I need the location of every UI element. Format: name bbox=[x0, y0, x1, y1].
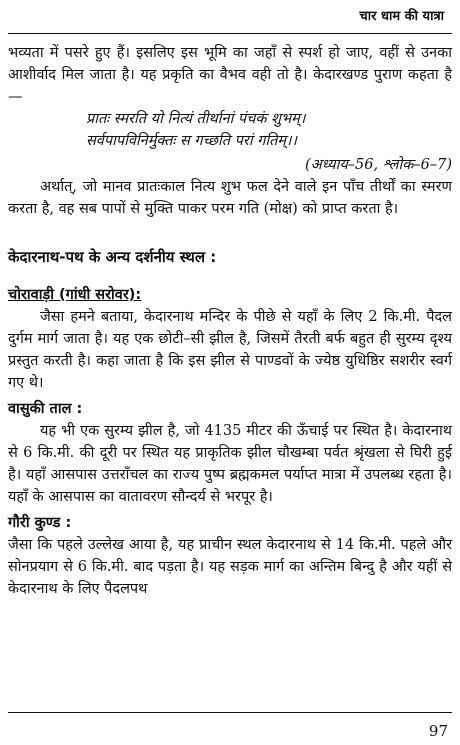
place-text-gauri-kund: जैसा कि पहले उल्लेख आया है, यह प्राचीन स्थल केदारनाथ से 14 कि.मी. पहले और सोनप्रयाग से 6 कि.मी. बाद पड़ता है। यह सड़क मार्ग का अन्तिम बिन्दु है और यहीं से केदारनाथ के लिए पैदलपथ bbox=[8, 537, 452, 597]
page-number: 97 bbox=[428, 722, 448, 740]
place-text-chorawadi: जैसा हमने बताया, केदारनाथ मन्दिर के पीछे से यहाँ के लिए 2 कि.मी. पैदल दुर्गम मार्ग जाता है। यह एक छोटी–सी झील है, जिसमें तैरती बर्फ बहुत ही सुरम्य दृश्य प्रस्तुत करती है। कहा जाता है कि इस झील से पाण्डवों के ज्येष्ठ युधिष्ठिर सशरीर स्वर्ग गए थे। bbox=[8, 309, 452, 391]
running-header: चार धाम की यात्रा bbox=[359, 9, 444, 24]
verse-line-2: सर्वपापविनिर्मुक्तः स गच्छति परां गतिम्।। bbox=[86, 133, 298, 149]
meaning-paragraph: अर्थात्, जो मानव प्रातःकाल नित्य शुभ फल देने वाले इन पाँच तीर्थों का स्मरण करता है, वह सब पापों से मुक्ति पाकर परम गति (मोक्ष) को प्राप्त करता है। bbox=[8, 179, 452, 217]
place-text-vasuki-tal: यह भी एक सुरम्य झील है, जो 4135 मीटर की ऊँचाई पर स्थित है। केदारनाथ से 6 कि.मी. की दूरी पर स्थित यह प्राकृतिक झील चौखम्बा पर्वत श्रृंखला से घिरी हुई है। यहाँ आसपास उत्तराँचल का राज्य पुष्प ब्रह्मकमल पर्याप्त मात्रा में उपलब्ध रहता है। यहाँ के आसपास का वातावरण सौन्दर्य से भरपूर है। bbox=[8, 423, 452, 505]
place-heading-gauri-kund: गौरी कुण्ड : bbox=[8, 515, 72, 531]
page-body bbox=[8, 42, 452, 600]
place-heading-chorawadi: चोरावाड़ी (गांधी सरोवर): bbox=[8, 287, 142, 303]
verse-reference: (अध्याय–56, श्लोक–6–7) bbox=[305, 157, 452, 173]
header-rule bbox=[8, 33, 452, 34]
section-heading: केदारनाथ-पथ के अन्य दर्शनीय स्थल : bbox=[8, 248, 217, 266]
verse-line-1: प्रातः स्मरति यो नित्यं तीर्थानां पंचकं शुभम्। bbox=[86, 111, 306, 127]
footer-rule bbox=[8, 712, 452, 713]
place-heading-vasuki-tal: वासुकी ताल : bbox=[8, 401, 83, 417]
intro-paragraph: भव्यता में पसरे हुए हैं। इसलिए इस भूमि का जहाँ से स्पर्श हो जाए, वहीं से उनका आशीर्वाद मिल जाता है। यह प्रकृति का वैभव वही तो है। केदारखण्ड पुराण कहता है — bbox=[8, 45, 452, 105]
